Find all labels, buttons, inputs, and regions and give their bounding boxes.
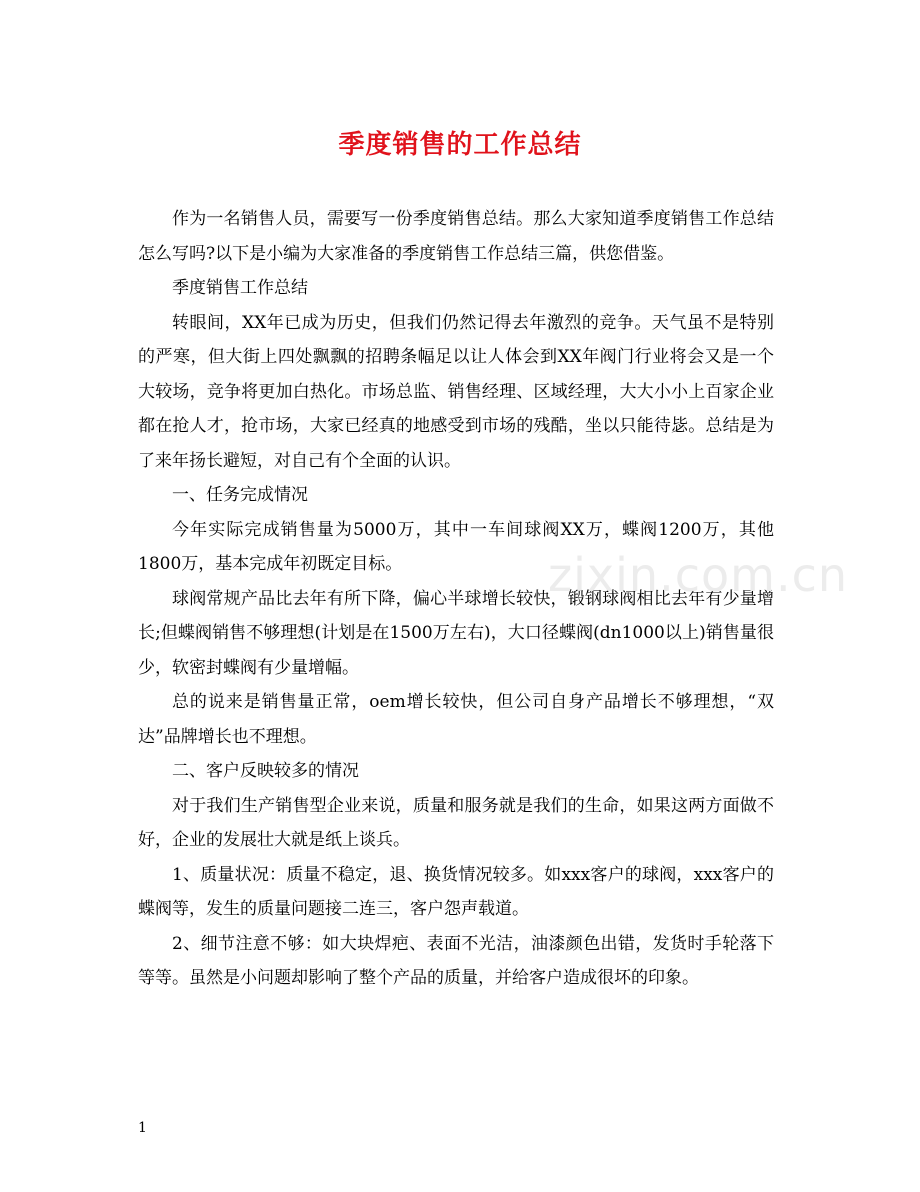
paragraph: 球阀常规产品比去年有所下降，偏心半球增长较快，锻钢球阀相比去年有少量增长;但蝶阀销售不够理想(计划是在1500万左右)，大口径蝶阀(dn1000以上)销售量很少，软密封蝶阀有少量增幅。 <box>138 588 774 678</box>
section-heading: 二、客户反映较多的情况 <box>172 761 359 781</box>
paragraph: 2、细节注意不够：如大块焊疤、表面不光洁，油漆颜色出错，发货时手轮落下等等。虽然是小问题却影响了整个产品的质量，并给客户造成很坏的印象。 <box>138 933 774 988</box>
section-heading: 季度销售工作总结 <box>172 278 308 298</box>
document-title: 季度销售的工作总结 <box>338 130 582 160</box>
paragraph: 作为一名销售人员，需要写一份季度销售总结。那么大家知道季度销售工作总结怎么写吗?以下是小编为大家准备的季度销售工作总结三篇，供您借鉴。 <box>138 209 774 264</box>
paragraph: 今年实际完成销售量为5000万，其中一车间球阀XX万，蝶阀1200万，其他1800万，基本完成年初既定目标。 <box>138 519 774 574</box>
watermark: zixin.com.cn <box>548 548 849 602</box>
page-number: 1 <box>138 1120 147 1136</box>
paragraph: 1、质量状况：质量不稳定，退、换货情况较多。如xxx客户的球阀，xxx客户的蝶阀等，发生的质量问题接二连三，客户怨声载道。 <box>138 864 774 919</box>
paragraph: 转眼间，XX年已成为历史，但我们仍然记得去年激烈的竞争。天气虽不是特别的严寒，但大街上四处飘飘的招聘条幅足以让人体会到XX年阀门行业将会又是一个大较场，竞争将更加白热化。市场总监、销售经理、区域经理，大大小小上百家企业都在抢人才，抢市场，大家已经真的地感受到市场的残酷，坐以只能待毖。总结是为了来年扬长避短，对自己有个全面的认识。 <box>138 312 774 471</box>
paragraph: 总的说来是销售量正常，oem增长较快，但公司自身产品增长不够理想，“双达”品牌增长也不理想。 <box>138 692 774 747</box>
paragraph: 对于我们生产销售型企业来说，质量和服务就是我们的生命，如果这两方面做不好，企业的发展壮大就是纸上谈兵。 <box>138 795 774 850</box>
document-body <box>138 202 849 996</box>
section-heading: 一、任务完成情况 <box>172 485 308 505</box>
